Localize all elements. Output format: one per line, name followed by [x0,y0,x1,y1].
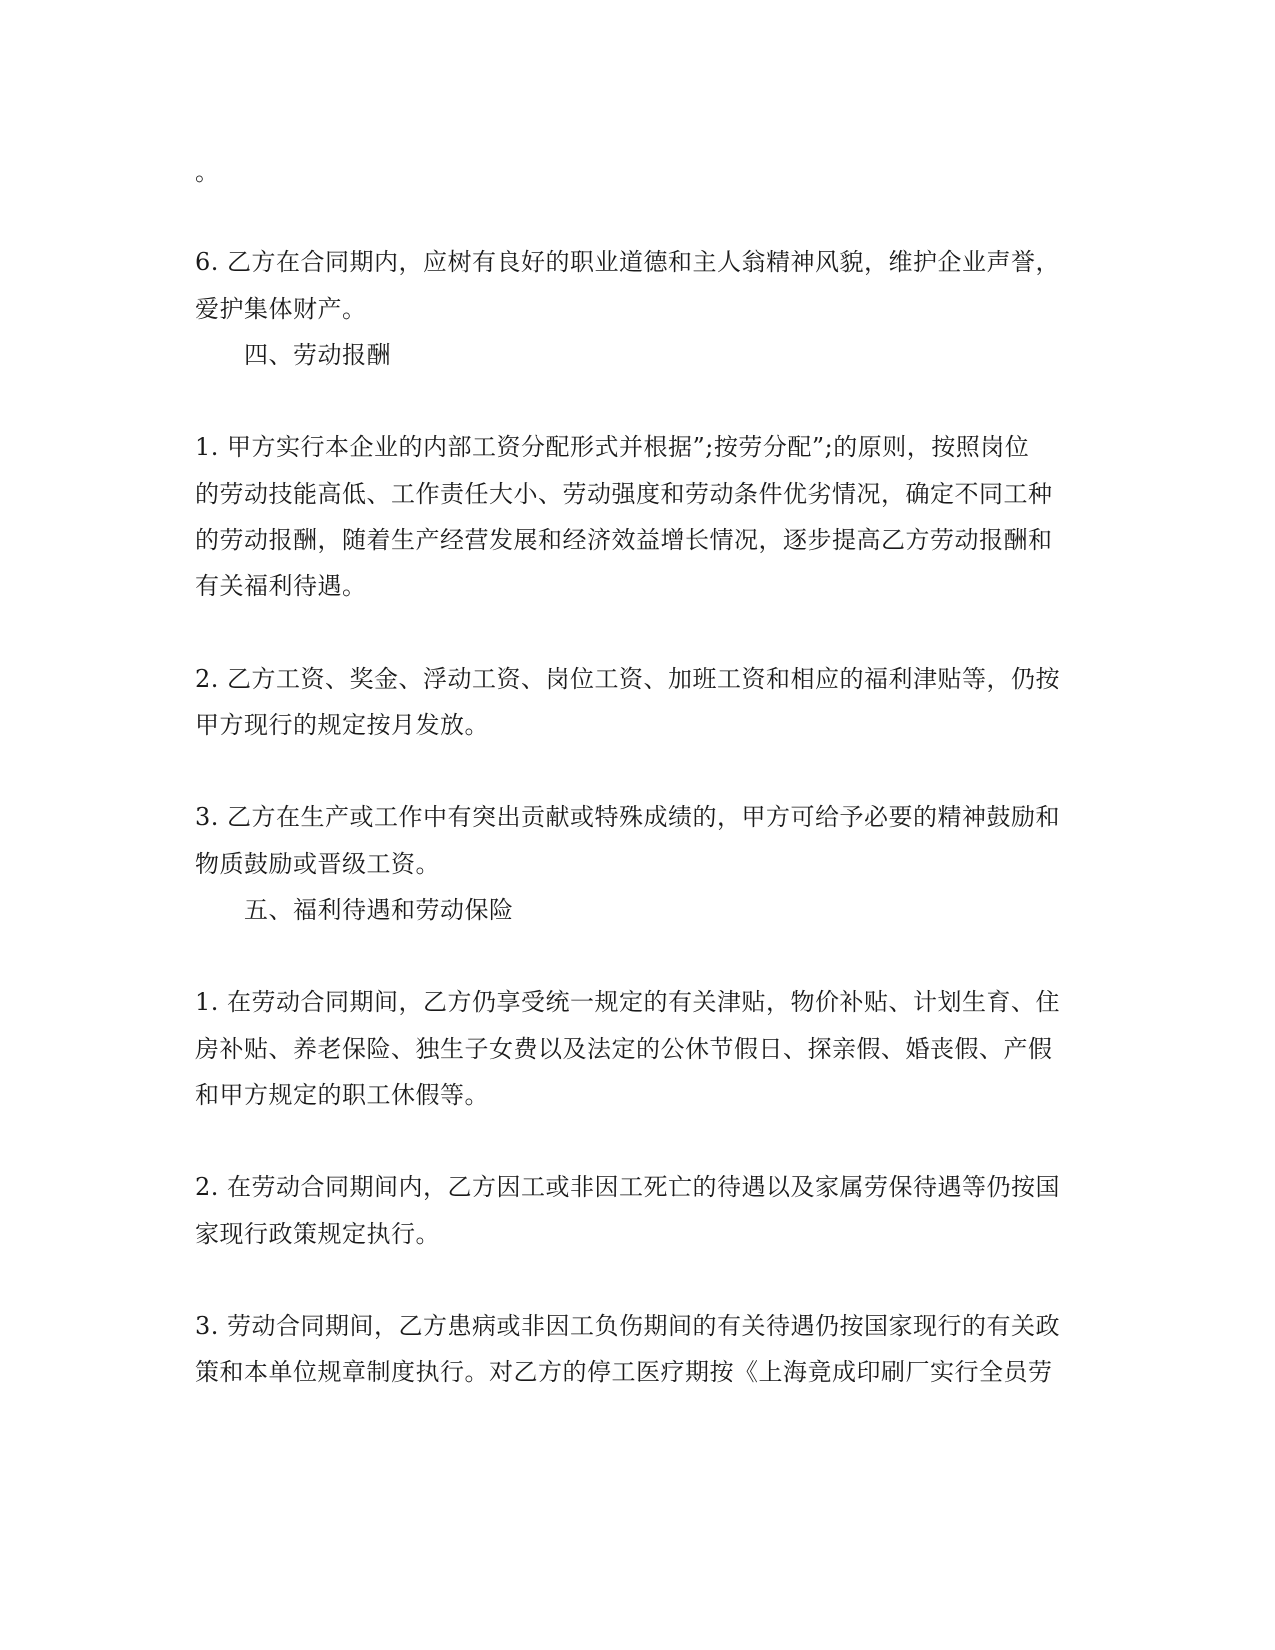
pay-clause-1-line-3: 的劳动报酬，随着生产经营发展和经济效益增长情况，逐步提高乙方劳动报酬和 [195,526,1053,554]
pay-clause-1-line-1: 1. 甲方实行本企业的内部工资分配形式并根据”;按劳分配”;的原则，按照岗位 [195,433,1030,461]
section-heading-welfare-insurance: 五、福利待遇和劳动保险 [244,896,514,924]
pay-clause-2-line-1: 2. 乙方工资、奖金、浮动工资、岗位工资、加班工资和相应的福利津贴等，仍按 [195,665,1061,693]
section-heading-labor-pay: 四、劳动报酬 [244,341,391,369]
welfare-clause-2-line-2: 家现行政策规定执行。 [195,1220,440,1248]
text-line: 。 [195,158,220,186]
clause-6-line-2: 爱护集体财产。 [195,295,367,323]
welfare-clause-1-line-2: 房补贴、养老保险、独生子女费以及法定的公休节假日、探亲假、婚丧假、产假 [195,1035,1053,1063]
welfare-clause-1-line-3: 和甲方规定的职工休假等。 [195,1081,489,1109]
clause-6-line-1: 6. 乙方在合同期内，应树有良好的职业道德和主人翁精神风貌，维护企业声誉， [195,248,1061,276]
pay-clause-1-line-2: 的劳动技能高低、工作责任大小、劳动强度和劳动条件优劣情况，确定不同工种 [195,480,1053,508]
welfare-clause-3-line-2: 策和本单位规章制度执行。对乙方的停工医疗期按《上海竟成印刷厂实行全员劳 [195,1358,1053,1386]
welfare-clause-1-line-1: 1. 在劳动合同期间，乙方仍享受统一规定的有关津贴，物价补贴、计划生育、住 [195,988,1061,1016]
pay-clause-3-line-2: 物质鼓励或晋级工资。 [195,850,440,878]
pay-clause-2-line-2: 甲方现行的规定按月发放。 [195,711,489,739]
welfare-clause-3-line-1: 3. 劳动合同期间，乙方患病或非因工负伤期间的有关待遇仍按国家现行的有关政 [195,1312,1061,1340]
pay-clause-1-line-4: 有关福利待遇。 [195,572,367,600]
welfare-clause-2-line-1: 2. 在劳动合同期间内，乙方因工或非因工死亡的待遇以及家属劳保待遇等仍按国 [195,1173,1061,1201]
pay-clause-3-line-1: 3. 乙方在生产或工作中有突出贡献或特殊成绩的，甲方可给予必要的精神鼓励和 [195,803,1061,831]
